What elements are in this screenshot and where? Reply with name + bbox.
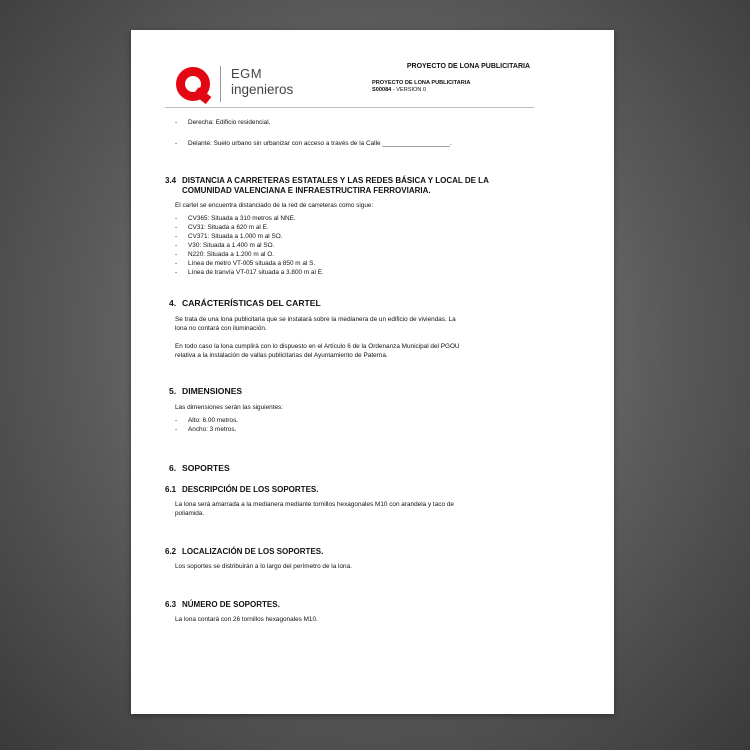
bullet: -	[175, 119, 178, 126]
document-code-number: S00084	[372, 87, 392, 93]
paragraph-line: lona no contará con iluminación.	[175, 325, 267, 332]
list-item: Derecha: Edificio residencial.	[188, 119, 271, 126]
paragraph-line: La lona será amarrada a la medianera mediante tornillos hexagonales M10 con arandela y taco de	[175, 501, 454, 508]
paragraph-line: La lona contará con 26 tornillos hexagonales M10.	[175, 616, 318, 623]
section-heading: DISTANCIA A CARRETERAS ESTATALES Y LAS REDES BÁSICA Y LOCAL DE LA	[182, 176, 489, 185]
list-item: V30: Situada a 1.400 m al SO.	[188, 242, 275, 249]
paragraph-line: En todo caso la lona cumplirá con lo dispuesto en el Artículo 6 de la Ordenanza Municipal del PGOU	[175, 343, 460, 350]
paragraph: El cartel se encuentra distanciado de la red de carreteras como sigue:	[175, 202, 374, 209]
list-item: Línea de metro VT-005 situada a 850 m al S.	[188, 260, 316, 267]
bullet: -	[175, 233, 178, 240]
project-title: PROYECTO DE LONA PUBLICITARIA	[406, 63, 530, 70]
bullet: -	[175, 215, 178, 222]
section-heading: DESCRIPCIÓN DE LOS SOPORTES.	[182, 485, 319, 494]
section-number: 6.2	[165, 547, 177, 556]
section-number: 3.4	[165, 176, 177, 185]
bullet: -	[175, 260, 178, 267]
section-heading: DIMENSIONES	[182, 386, 243, 396]
section-heading: LOCALIZACIÓN DE LOS SOPORTES.	[182, 547, 324, 556]
section-heading: CARÁCTERÍSTICAS DEL CARTEL	[182, 298, 321, 308]
list-item: Alto: 6.00 metros.	[188, 417, 239, 424]
document-page	[131, 30, 614, 714]
list-item: Ancho: 3 metros.	[188, 426, 237, 433]
bullet: -	[175, 417, 178, 424]
logo-divider	[220, 66, 221, 102]
section-number: 4.	[169, 298, 177, 308]
paragraph-line: Los soportes se distribuirán a lo largo del perímetro de la lona.	[175, 563, 352, 570]
bullet: -	[175, 242, 178, 249]
section-number: 6.	[169, 463, 177, 473]
list-item: N220: Situada a 1.200 m al O.	[188, 251, 274, 258]
document-version: - VERSION 0	[391, 87, 427, 93]
bullet: -	[175, 224, 178, 231]
bullet: -	[175, 269, 178, 276]
paragraph-line: poliamida.	[175, 510, 205, 517]
section-number: 6.1	[165, 485, 177, 494]
document-code	[372, 87, 426, 93]
section-heading: NÚMERO DE SOPORTES.	[182, 600, 280, 609]
project-subtitle: PROYECTO DE LONA PUBLICITARIA	[372, 80, 471, 86]
bullet: -	[175, 140, 178, 147]
list-item: CV371: Situada a 1.000 m al SO.	[188, 233, 283, 240]
egm-q-logo-icon	[175, 66, 213, 104]
company-logo	[175, 64, 315, 104]
paragraph-line: Se trata de una lona publicitaria que se instalará sobre la medianera de un edificio de viviendas. La	[175, 316, 456, 323]
bullet: -	[175, 426, 178, 433]
paragraph: Las dimensiones serán las siguientes:	[175, 404, 283, 411]
section-heading: SOPORTES	[182, 463, 230, 473]
section-number: 5.	[169, 386, 177, 396]
list-item: Delante: Suelo urbano sin urbanizar con acceso a través de la Calle ___________________.	[188, 140, 452, 147]
header-rule	[165, 107, 534, 108]
list-item: CV365: Situada a 310 metros al NNE.	[188, 215, 296, 222]
section-number: 6.3	[165, 600, 177, 609]
section-heading-cont: COMUNIDAD VALENCIANA E INFRAESTRUCTIRA FERROVIARIA.	[182, 186, 431, 195]
bullet: -	[175, 251, 178, 258]
logo-company-name: EGM	[231, 66, 263, 81]
logo-subtitle: ingenieros	[231, 82, 294, 97]
list-item: CV31: Situada a 620 m al E.	[188, 224, 269, 231]
list-item: Línea de tranvía VT-017 situada a 3.800 m al E.	[188, 269, 324, 276]
paragraph-line: relativa a la instalación de vallas publicitarias del Ayuntamiento de Paterna.	[175, 352, 388, 359]
